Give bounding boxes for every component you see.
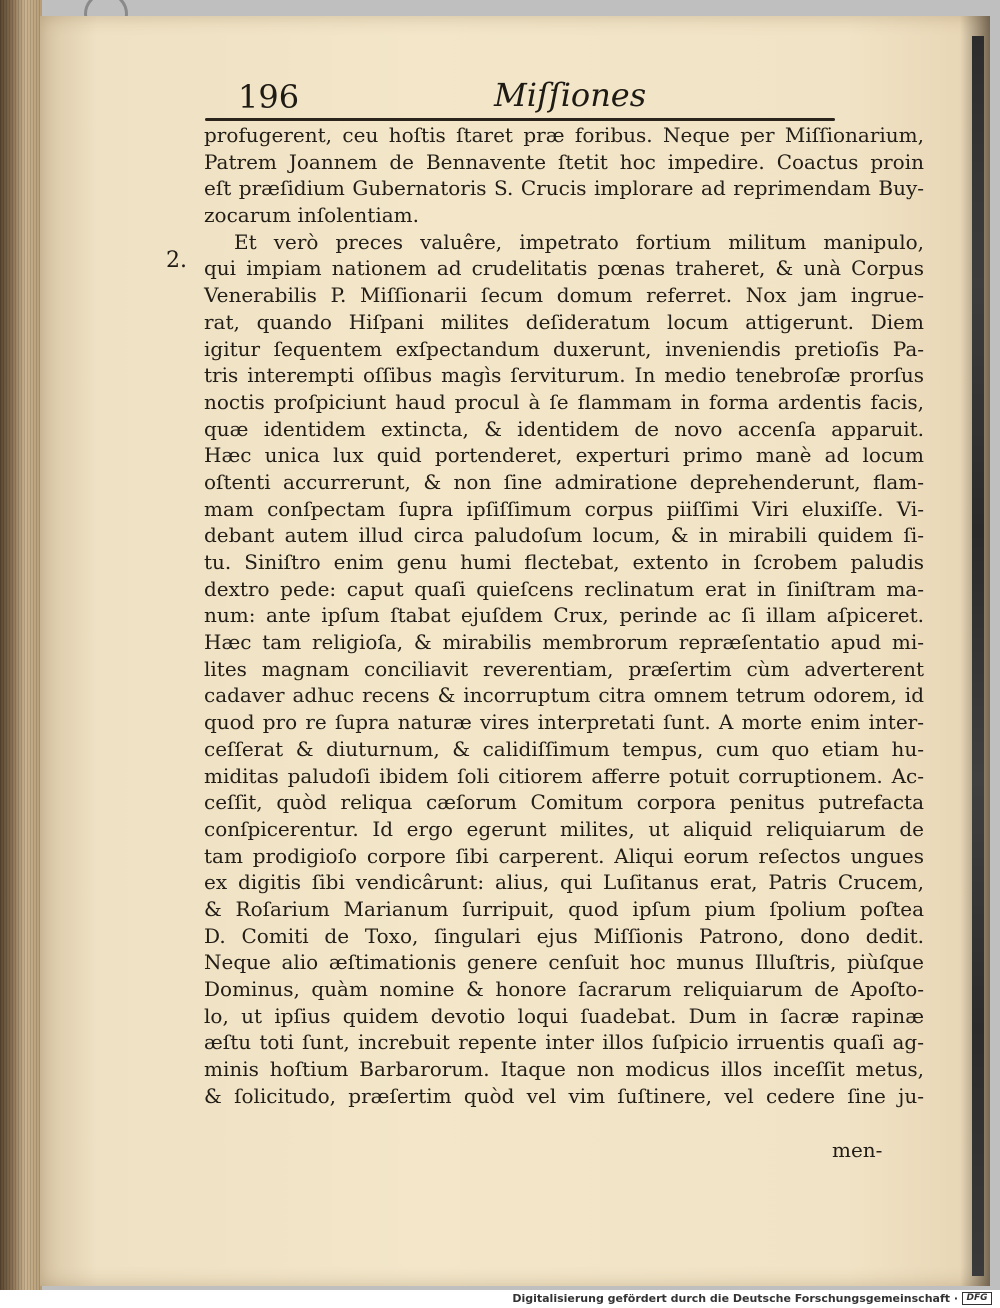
dfg-logo: DFG	[962, 1292, 992, 1305]
text-line: Neque alio æſtimationis genere cenſuit hoc munus Illuſtris, piùſque	[204, 950, 924, 975]
text-line: tu. Siniſtro enim genu humi flectebat, extento in ſcrobem paludis	[204, 550, 924, 574]
text-line: miditas paludoſi ibidem ſoli citiorem afferre potuit corruptionem. Ac-	[204, 763, 924, 788]
marginal-number: 2.	[166, 248, 187, 273]
footer-bar	[0, 1290, 1000, 1308]
text-line: D. Comiti de Toxo, ſingulari ejus Miſſionis Patrono, dono dedit.	[204, 923, 924, 948]
text-line: oſtenti accurrerunt, & non ſine admiratione deprehenderunt, flam-	[204, 469, 924, 494]
funding-credit: Digitalisierung gefördert durch die Deutsche Forschungsgemeinschaft ·	[512, 1292, 958, 1305]
text-line: conſpicerentur. Id ergo egerunt milites, ut aliquid reliquiarum de	[204, 816, 924, 841]
text-line: quæ identidem extincta, & identidem de novo accenſa apparuit.	[204, 416, 924, 441]
text-line: tam prodigioſo corpore ſibi carperent. Aliqui eorum reſectos ungues	[204, 843, 924, 868]
text-line: Dominus, quàm nomine & honore ſacrarum reliquiarum de Apoſto-	[204, 977, 924, 1001]
text-line: dextro pede: caput quaſi quieſcens reclinatum erat in ſiniſtram ma-	[204, 576, 924, 601]
text-line: Hæc tam religioſa, & mirabilis membrorum repræſentatio apud mi-	[204, 630, 924, 655]
text-line: num: ante ipſum ſtabat ejuſdem Crux, perinde ac ſi illam aſpiceret.	[204, 603, 924, 628]
text-line: profugerent, ceu hoſtis ſtaret præ foribus. Neque per Miſſionarium,	[204, 123, 924, 147]
text-line: mam conſpectam ſupra ipſiſſimum corpus piiſſimi Viri eluxiſſe. Vi-	[204, 496, 924, 521]
text-line: ceſſit, quòd reliqua cæſorum Comitum corpora penitus putrefacta	[204, 790, 924, 815]
page-header	[238, 70, 828, 118]
text-line: lites magnam conciliavit reverentiam, præſertim cùm adverterent	[204, 656, 924, 681]
page-number: 196	[238, 78, 300, 116]
text-line: zocarum inſolentiam.	[204, 203, 419, 228]
text-line: noctis proſpiciunt haud procul à ſe flammam in forma ardentis facis,	[204, 389, 924, 414]
text-line: ex digitis ſibi vendicârunt: alius, qui Luſitanus erat, Patris Crucem,	[204, 870, 924, 895]
text-line: lo, ut ipſius quidem devotio loqui ſuadebat. Dum in ſacræ rapinæ	[204, 1003, 924, 1028]
text-line: Et verò preces valuêre, impetrato fortium militum manipulo,	[234, 229, 924, 254]
text-line: minis hoſtium Barbarorum. Itaque non modicus illos inceſſit metus,	[204, 1057, 924, 1082]
text-line: cadaver adhuc recens & incorruptum citra omnem tetrum odorem, id	[204, 683, 924, 708]
text-line: ceſſerat & diuturnum, & calidiſſimum tempus, cum quo etiam hu-	[204, 736, 924, 761]
text-line: quod pro re ſupra naturæ vires interpretati ſunt. A morte enim inter-	[204, 710, 924, 735]
book-fore-edge	[0, 0, 42, 1290]
running-head: Miſſiones	[494, 76, 647, 114]
catchword: men-	[832, 1138, 883, 1162]
text-line: qui impiam nationem ad crudelitatis pœnas traheret, & unà Corpus	[204, 256, 924, 281]
text-line: Patrem Joannem de Bennavente ſtetit hoc impedire. Coactus proin	[204, 149, 924, 174]
text-line: eſt præſidium Gubernatoris S. Crucis implorare ad reprimendam Buy-	[204, 176, 924, 201]
text-line: tris interempti oſſibus magìs ſerviturum. In medio tenebroſæ prorſus	[204, 363, 924, 388]
text-line: & Roſarium Marianum ſurripuit, quod ipſum pium ſpolium poſtea	[204, 896, 924, 921]
text-line: debant autem illud circa paludoſum locum, & in mirabili quidem ſi-	[204, 523, 924, 548]
header-rule	[205, 118, 835, 121]
body-text	[204, 122, 924, 1109]
text-line: & ſolicitudo, præſertim quòd vel vim ſuſtinere, vel cedere ſine ju-	[204, 1083, 924, 1108]
text-line: Venerabilis P. Miſſionarii ſecum domum referret. Nox jam ingrue-	[204, 283, 924, 308]
scan-color-strip	[972, 36, 984, 1276]
text-line: rat, quando Hiſpani milites deſideratum locum attigerunt. Diem	[204, 309, 924, 334]
text-line: Hæc unica lux quid portenderet, experturi primo manè ad locum	[204, 443, 924, 468]
text-line: igitur ſequentem exſpectandum duxerunt, inveniendis pretioſis Pa-	[204, 336, 924, 361]
text-line: æſtu toti ſunt, increbuit repente inter illos ſuſpicio irruentis quaſi ag-	[204, 1030, 924, 1055]
